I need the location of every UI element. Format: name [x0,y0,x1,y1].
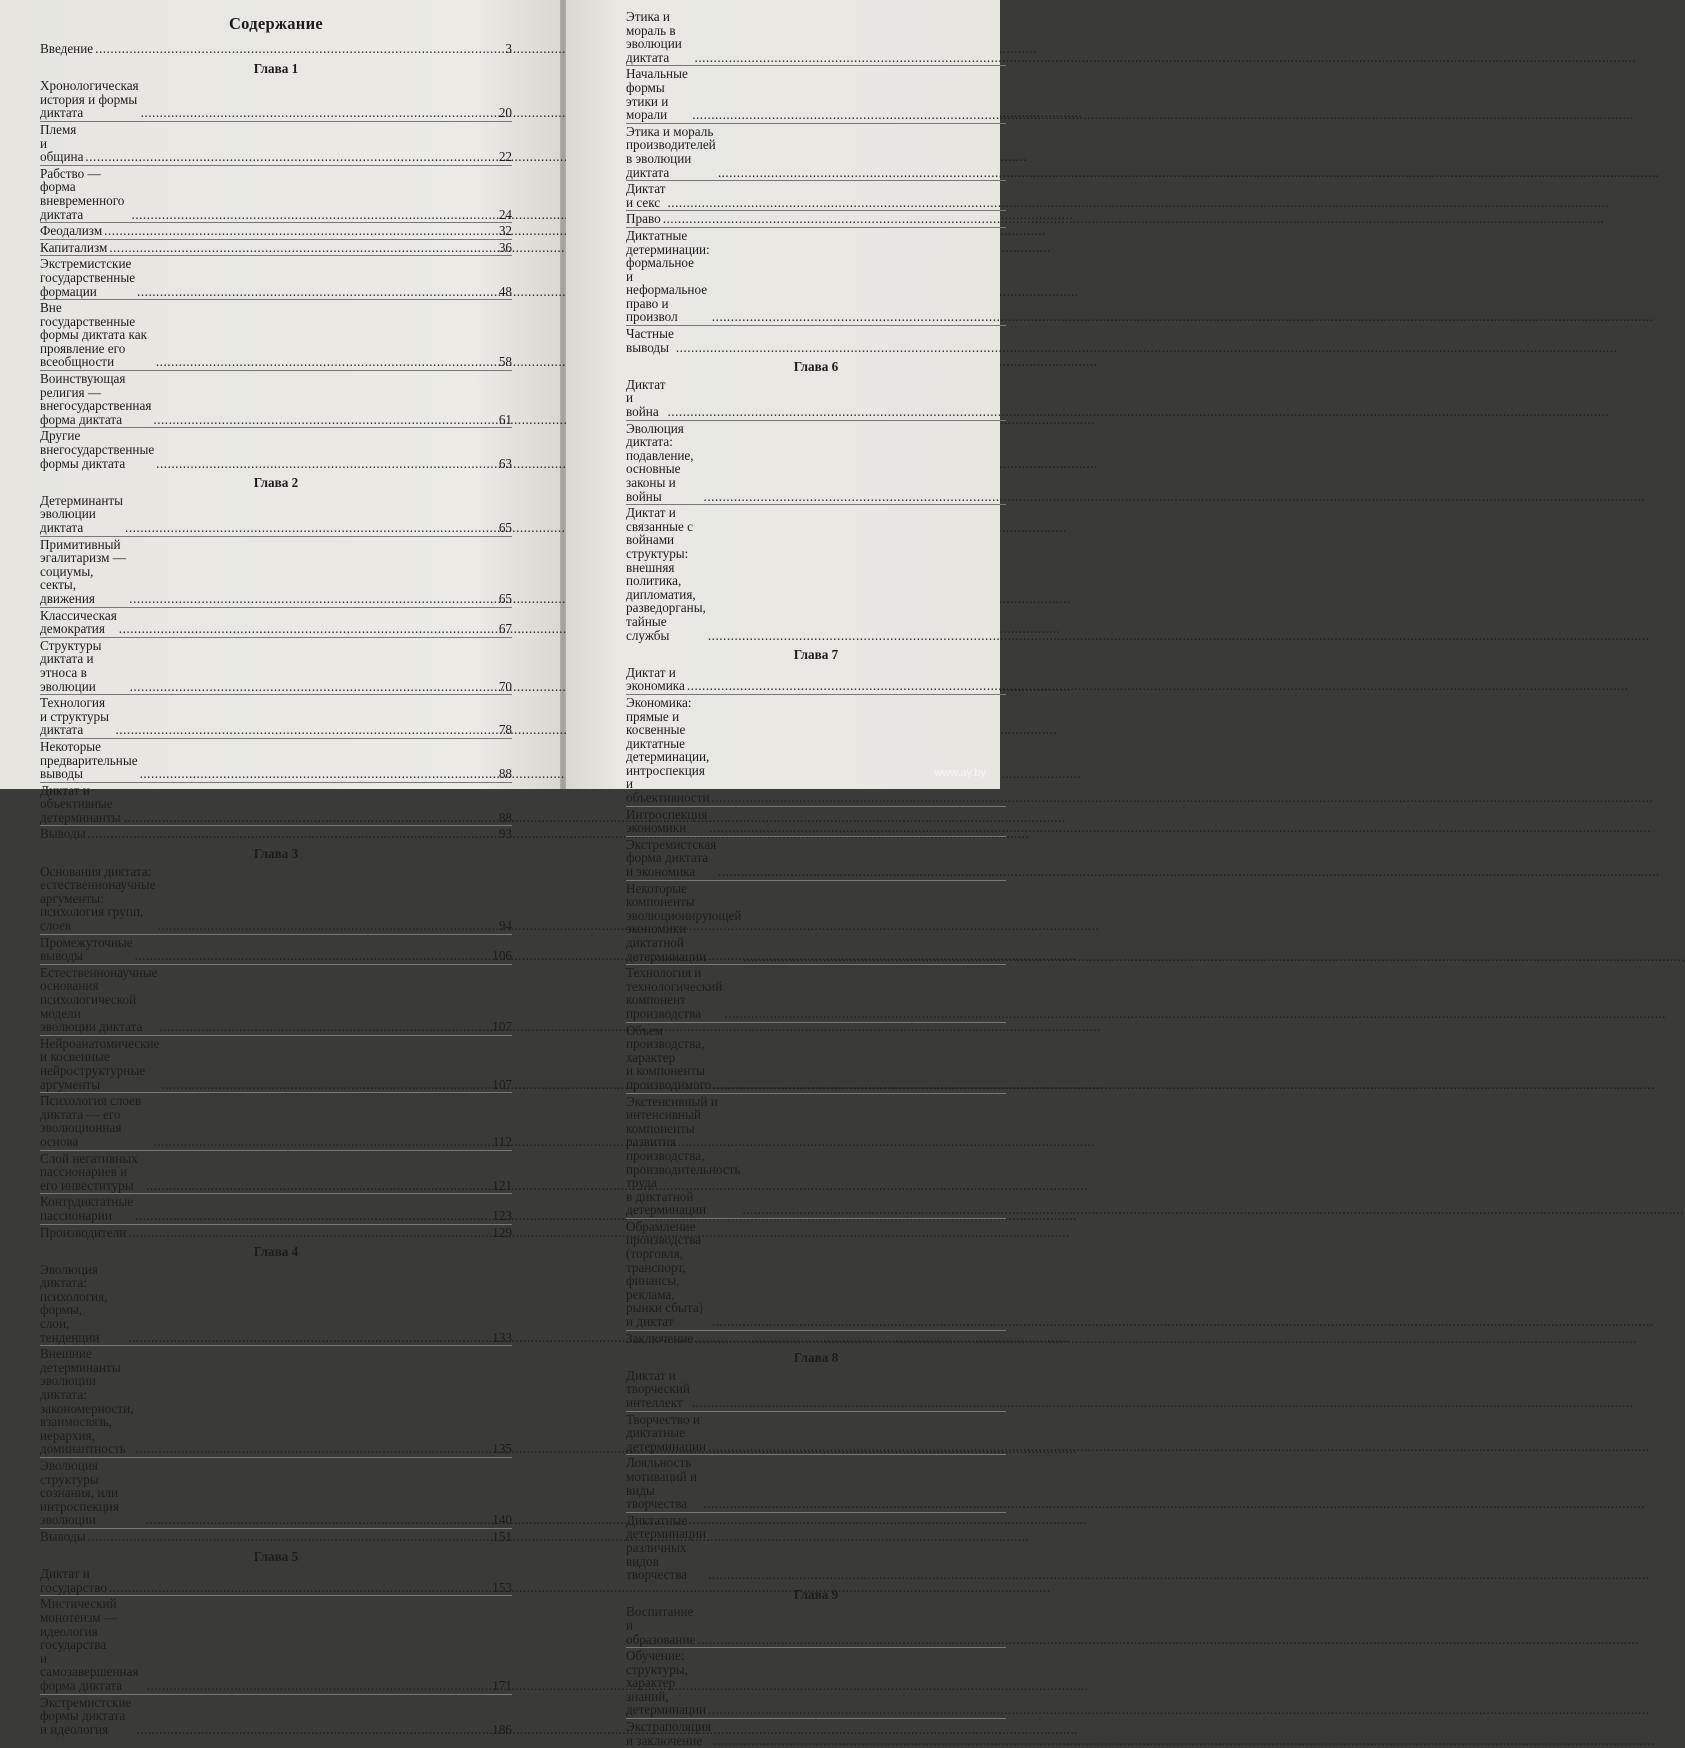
toc-entry [40,865,512,933]
toc-entry-title: Диктат и экономика [626,664,685,694]
toc-entry-title: Творчество и диктатные детерминации [626,1411,707,1454]
toc-entry [626,229,1006,324]
dot-leader [156,457,492,471]
left-page [0,0,560,1737]
toc-entry [40,1347,512,1456]
dot-leader [695,1332,1004,1346]
toc-entry-title: Племя и община [40,121,84,165]
dot-leader [709,821,1004,835]
dot-leader [724,1007,1004,1021]
toc-entry-title: Экономика: прямые и косвенные диктатные детерминации, интроспекция и объективности [626,694,710,806]
toc-entry [40,372,512,426]
toc-entry-title: Частные выводы [626,326,674,355]
toc-entry-page: 65 [498,590,512,606]
toc-entry [40,966,512,1034]
dot-leader [128,1226,490,1240]
toc-entry [40,1696,512,1737]
dot-leader [136,1723,490,1737]
toc-entry [626,1413,1006,1454]
toc-entry [40,1152,512,1193]
dot-leader [668,196,1005,210]
dot-leader [147,1679,490,1693]
toc-entry [626,1024,1006,1092]
dot-leader [137,285,492,299]
toc-entry-title: Диктатные детерминации: формальное и неформальное право и произвол [626,227,710,325]
toc-entry-title: Экстремистские формы диктата и идеология [40,1694,132,1737]
chapter-heading: Глава 1 [253,60,299,76]
toc-entry-title: Технология и структуры диктата [40,695,110,738]
toc-entry-title: Выводы [40,1528,86,1544]
dot-leader [146,1179,490,1193]
chapter-heading: Глава 9 [793,1586,839,1602]
entry-divider [40,121,512,122]
toc-entry [40,123,512,164]
toc-entry-page: 123 [492,1207,512,1223]
entry-divider [626,180,1006,181]
dot-leader [708,1703,1004,1717]
toc-entry [626,1332,1006,1346]
toc-entry-title: Диктат и творческий интеллект [626,1367,690,1410]
dot-leader [124,811,492,825]
toc-entry-page: 24 [498,206,512,222]
toc-entry [40,79,512,120]
toc-entry-title: Классическая демократия [40,607,117,637]
entry-divider [626,504,1006,505]
toc-entry-page: 22 [498,149,512,165]
toc-entry [40,1459,512,1527]
entry-divider [626,1022,1006,1023]
toc-entry-page: 63 [498,455,512,471]
toc-entry [40,167,512,221]
toc-entry [40,1567,512,1594]
dot-leader [703,1497,1004,1511]
dot-leader [135,1209,490,1223]
toc-entry-title: Диктат и связанные с войнами структуры: внешняя политика, дипломатия, разведорганы, тайные службы [626,505,706,643]
toc-entry-title: Интроспекция экономики [626,806,708,836]
toc-entry-title: Рабство — форма вневременного диктата [40,165,125,222]
toc-entry-page: 70 [498,678,512,694]
dot-leader [109,1581,490,1595]
toc-entry-page: 140 [492,1512,512,1528]
toc-entry-title: Введение [40,41,94,56]
toc-entry-page: 107 [492,1076,512,1092]
toc-entry-title: Этика и мораль в эволюции диктата [626,9,682,65]
toc-entry-page: 20 [498,105,512,121]
toc-entry-page: 32 [498,223,512,239]
toc-entry-page: 129 [492,1224,512,1240]
toc-entry [40,1226,512,1240]
entry-divider [40,1457,512,1458]
toc-entry [626,378,1006,419]
dot-leader [146,1513,491,1527]
toc-entry [626,327,1006,354]
toc-entry [626,1514,1006,1582]
toc-entry [40,1037,512,1091]
toc-entry-title: Выводы [40,826,86,842]
toc-entry-title: Воинствующая религия — внегосударственная форма диктата [40,371,152,427]
dot-leader [695,51,1004,65]
toc-entry-title: Воспитание и образование [626,1604,696,1647]
entry-divider [40,427,512,428]
dot-leader [161,1078,490,1092]
toc-entry [626,1720,1006,1747]
toc-entry-title: Технология и технологический компонент производства [626,965,723,1021]
entry-divider [626,325,1006,326]
dot-leader [135,949,491,963]
toc-heading: Содержание [228,14,324,33]
toc-entry-title: Некоторые компоненты эволюционирующей экономики диктатной детерминации [626,880,742,964]
dot-leader [718,166,1004,180]
dot-leader [713,1078,1004,1092]
entry-divider [40,299,512,300]
toc-entry-title: Экстенсивный и интенсивный компоненты развития производства, производительность труда в диктатной детерминации [626,1093,741,1218]
toc-entry-page: 65 [498,520,512,535]
toc-entry-title: Начальные формы этики и морали [626,66,688,123]
toc-entry-title: Экстремистская форма диктата и экономика [626,836,717,880]
toc-entry [626,182,1006,209]
toc-entry-title: Примитивный эгалитаризм — социумы, секты, движения [40,536,126,606]
toc-entry [40,827,512,841]
toc-entry-page: 88 [498,809,512,825]
toc-entry-title: Обрамление производства (торговля, транспорт, финансы, реклама, рынки сбыта) и диктат [626,1218,704,1330]
dot-leader [676,341,1004,355]
dot-leader [668,405,1005,419]
toc-entry [626,966,1006,1020]
toc-entry-title: Производители [40,1224,127,1240]
toc-entry-page: 78 [498,722,512,738]
toc-entry [626,1456,1006,1510]
dot-leader [119,622,492,636]
dot-leader [88,827,492,841]
dot-leader [663,212,1004,226]
entry-divider [40,738,512,739]
toc-entry [626,1095,1006,1217]
toc-entry [40,1530,512,1544]
toc-entry-title: Экстремистские государственные формации [40,256,136,299]
toc-entry-title: Этика и мораль производителей в эволюции диктата [626,123,716,180]
entry-divider [40,782,512,783]
toc-entry-title: Контрдиктатные пассионарии [40,1194,134,1223]
toc-entry-title: Эволюция диктата: психология, формы, слои, тенденции [40,1261,108,1345]
chapter-heading: Глава 8 [793,1350,839,1366]
dot-leader [158,919,492,933]
toc-entry-page: 93 [498,826,512,842]
toc-entry-title: Вне государственные формы диктата как проявление его всеобщности [40,300,148,370]
toc-entry-title: Мистический монотеизм — идеология государства и самозавершенная форма диктата [40,1596,139,1693]
dot-leader [116,723,493,737]
toc-entry-title: Слой негативных пассионариев и его инвеституры [40,1150,138,1193]
dot-leader [697,1633,1004,1647]
toc-left-column [40,42,512,1736]
toc-entry [40,1195,512,1222]
dot-leader [130,680,492,694]
toc-entry [40,740,512,781]
dot-leader [692,108,1004,122]
toc-entry-page: 48 [498,283,512,299]
toc-entry-title: Объем производства, характер и компоненты производимого [626,1022,712,1092]
chapter-heading: Глава 4 [253,1244,299,1260]
dot-leader [742,1203,1004,1217]
toc-entry-page: 3 [505,41,512,56]
toc-entry-title: Обучение: структуры, характер знаний, детерминации [626,1648,707,1718]
toc-entry [626,1605,1006,1646]
dot-leader [128,1331,490,1345]
dot-leader [708,1568,1004,1582]
dot-leader [712,310,1004,324]
toc-entry-title: Основания диктата: естественнонаучные аргументы: психология групп, слоев [40,863,156,934]
toc-entry-page: 94 [498,918,512,934]
chapter-heading: Глава 3 [253,846,299,862]
toc-entry-title: Диктат и объективные детерминанты [40,782,121,825]
dot-leader [95,42,492,56]
entry-divider [40,637,512,638]
toc-entry [40,696,512,737]
toc-entry-page: 186 [492,1721,512,1737]
toc-entry-title: Детерминанты эволюции диктата [40,492,124,535]
toc-entry [626,422,1006,504]
toc-entry [626,212,1006,226]
toc-entry [40,1263,512,1345]
dot-leader [140,767,492,781]
toc-entry [626,125,1006,179]
toc-entry-title: Промежуточные выводы [40,934,133,964]
dot-leader [708,629,1004,643]
toc-entry [40,936,512,963]
toc-entry [626,506,1006,642]
dot-leader [712,791,1004,805]
toc-entry [40,538,512,606]
toc-entry [40,257,512,298]
dot-leader [156,355,492,369]
dot-leader [713,1734,1004,1748]
toc-entry [626,1649,1006,1717]
toc-entry-title: Диктатные детерминации различных видов творчества [626,1512,707,1583]
toc-entry [626,838,1006,879]
toc-entry-title: Феодализм [40,223,103,239]
watermark: www.ay.by [934,767,986,779]
dot-leader [687,679,1004,693]
toc-entry-page: 88 [498,766,512,782]
toc-entry-title: Эволюция структуры сознания, или интроспекция эволюции [40,1458,119,1528]
toc-entry-title: Капитализм [40,239,108,255]
toc-entry-page: 171 [492,1677,512,1693]
chapter-heading: Глава 5 [253,1548,299,1564]
toc-entry-title: Некоторые предварительные выводы [40,738,138,782]
dot-leader [708,1440,1004,1454]
toc-entry [626,1220,1006,1329]
toc-entry [40,609,512,636]
toc-entry-title: Диктат и война [626,376,666,420]
right-page [566,0,1000,1748]
entry-divider [40,1345,512,1346]
toc-entry-title: Психология слоев диктата — его эволюционная основа [40,1093,142,1149]
entry-divider [40,165,512,166]
toc-entry [626,10,1006,64]
chapter-heading: Глава 6 [793,359,839,375]
dot-leader [712,1315,1004,1329]
dot-leader [692,1396,1004,1410]
toc-entry-title: Заключение [626,1330,694,1346]
toc-entry-title: Естественнонаучные основания психологической модели эволюции диктата [40,964,158,1035]
toc-entry-page: 153 [492,1579,512,1595]
dot-leader [136,1442,491,1456]
toc-right-column [626,10,1006,1747]
toc-entry [40,429,512,470]
toc-entry-page: 61 [498,411,512,427]
toc-entry-page: 36 [498,239,512,255]
toc-entry-title: Лояльность мотиваций и виды творчества [626,1455,698,1512]
toc-entry [626,666,1006,693]
toc-entry-page: 121 [492,1177,512,1193]
dot-leader [141,106,492,120]
toc-entry-page: 133 [492,1329,512,1345]
toc-entry [40,224,512,238]
dot-leader [159,1020,490,1034]
toc-entry [40,784,512,825]
dot-leader [125,521,492,535]
toc-entry-title: Диктат и государство [40,1566,107,1595]
toc-entry [40,301,512,369]
dot-leader [129,592,492,606]
toc-entry-page: 112 [492,1133,512,1149]
entry-divider [40,694,512,695]
toc-entry-page: 106 [492,948,512,964]
toc-entry-page: 107 [492,1019,512,1035]
toc-entry-page: 67 [498,621,512,637]
dot-leader [718,865,1004,879]
toc-entry-title: Нейроанатомические и косвенные нейроструктурные аргументы [40,1035,160,1092]
dot-leader [88,1530,491,1544]
toc-entry-page: 58 [498,354,512,370]
toc-entry-title: Эволюция диктата: подавление, основные законы и войны [626,420,694,504]
chapter-heading: Глава 2 [253,475,299,491]
toc-entry-page: 135 [492,1441,512,1457]
toc-entry [40,241,512,255]
toc-entry [40,1094,512,1148]
toc-entry [40,639,512,693]
dot-leader [153,413,492,427]
toc-entry-title: Право [626,211,661,227]
dot-leader [154,1135,491,1149]
toc-entry [626,808,1006,835]
toc-entry [626,882,1006,964]
toc-entry-title: Внешние детерминанты эволюции диктата: закономерности, взаимосвязь, иерархия, доминантность [40,1346,134,1457]
toc-entry-page: 151 [492,1528,512,1544]
toc-entry-title: Структуры диктата и этноса в эволюции [40,637,102,694]
toc-entry [626,696,1006,805]
dot-leader [104,224,492,238]
dot-leader [132,208,492,222]
toc-entry [40,494,512,535]
chapter-heading: Глава 7 [793,647,839,663]
toc-entry [626,67,1006,121]
toc-entry-title: Хронологическая история и формы диктата [40,78,139,121]
dot-leader [743,950,1004,964]
toc-entry [626,1369,1006,1410]
dot-leader [704,490,1004,504]
toc-entry-title: Другие внегосударственные формы диктата [40,428,155,471]
toc-entry [40,1597,512,1692]
dot-leader [85,150,492,164]
dot-leader [109,241,492,255]
toc-entry-title: Экстраполяция и заключение [626,1719,712,1748]
toc-entry [40,42,512,56]
toc-entry-title: Диктат и секс [626,181,666,210]
